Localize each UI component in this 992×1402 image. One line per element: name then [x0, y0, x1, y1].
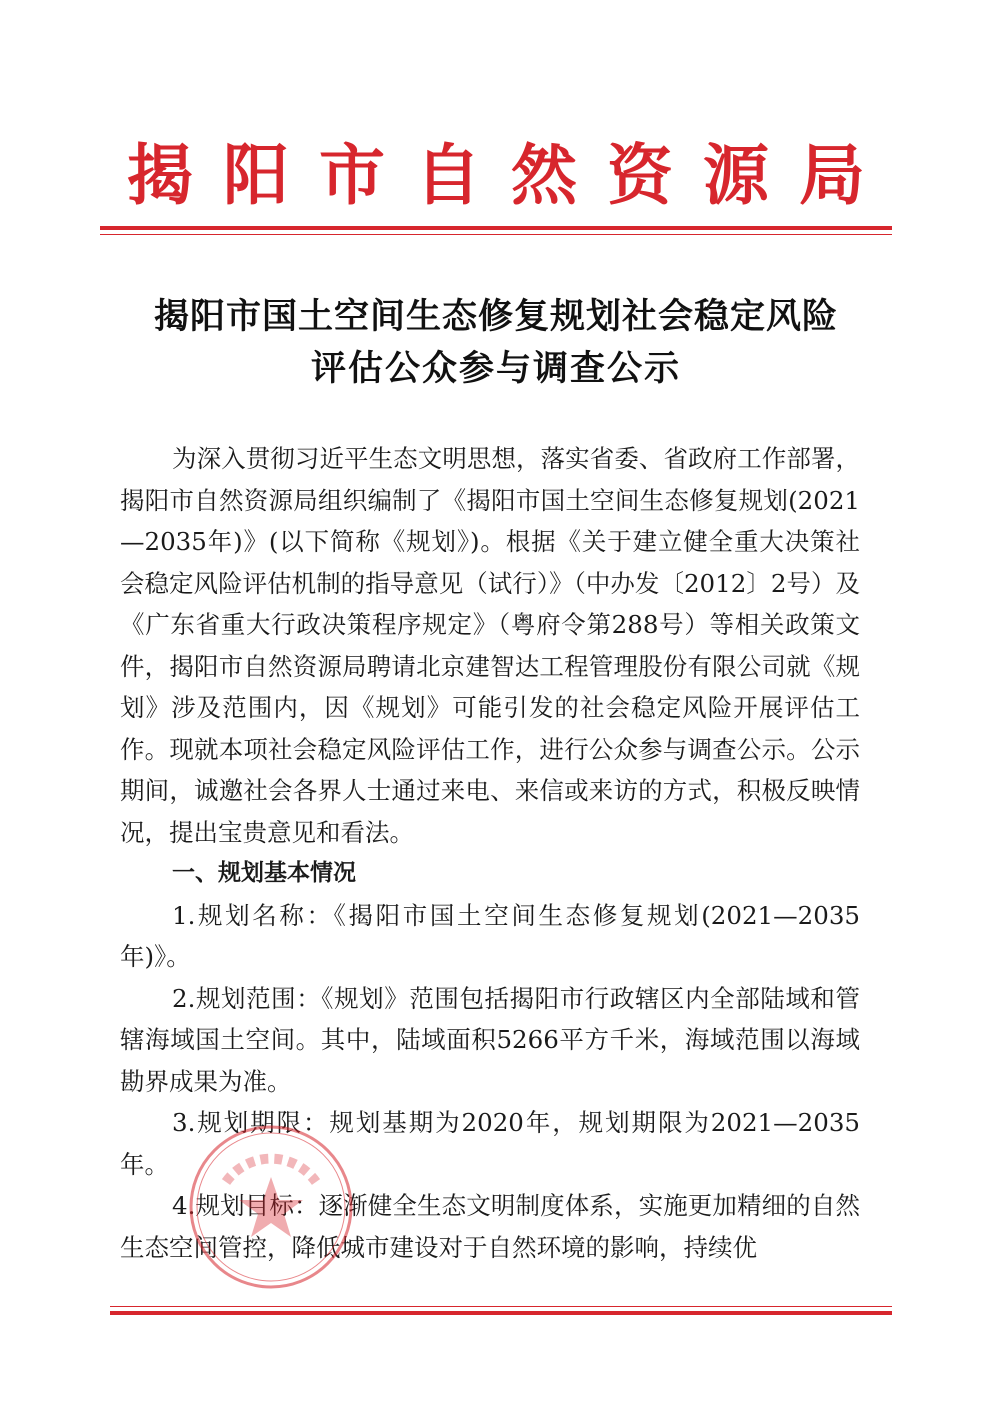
document-title-line-1: 揭阳市国土空间生态修复规划社会稳定风险 — [153, 297, 838, 337]
intro-paragraph: 为深入贯彻习近平生态文明思想，落实省委、省政府工作部署，揭阳市自然资源局组织编制了《揭阳市国土空间生态修复规划(2021—2035年)》(以下简称《规划》)。根据《关于建立健全重大决策社会稳定风险评估机制的指导意见（试行）》（中办发〔2012〕2号）及《广东省重大行政决策程序规定》（粤府令第288号）等相关政策文件，揭阳市自然资源局聘请北京建智达工程管理股份有限公司就《规划》涉及范围内，因《规划》可能引发的社会稳定风险开展评估工作。现就本项社会稳定风险评估工作，进行公众参与调查公示。公示期间，诚邀社会各界人士通过来电、来信或来访的方式，积极反映情况，提出宝贵意见和看法。 — [120, 444, 860, 847]
letterhead-rule-thin — [100, 234, 892, 235]
letterhead-rule-thick — [100, 226, 892, 230]
document-title-line-2: 评估公众参与调查公示 — [310, 349, 681, 389]
footer-rule-thick — [110, 1311, 892, 1315]
list-item-plan-goal: 4.规划目标：逐渐健全生态文明制度体系，实施更加精细的自然生态空间管控，降低城市建设对于自然环境的影响，持续优 — [120, 1191, 860, 1262]
section-heading: 一、规划基本情况 — [172, 860, 356, 886]
official-seal-stamp — [186, 1122, 356, 1292]
agency-letterhead: 揭阳市自然资源局 — [127, 136, 895, 214]
list-item-plan-name: 1.规划名称：《揭阳市国土空间生态修复规划(2021—2035年)》。 — [120, 900, 860, 971]
list-item-plan-scope: 2.规划范围：《规划》范围包括揭阳市行政辖区内全部陆域和管辖海域国土空间。其中，陆域面积5266平方千米，海域范围以海域勘界成果为准。 — [120, 983, 860, 1096]
list-item-plan-period: 3.规划期限：规划基期为2020年，规划期限为2021—2035年。 — [120, 1108, 860, 1179]
footer-rule-thin — [110, 1306, 892, 1307]
